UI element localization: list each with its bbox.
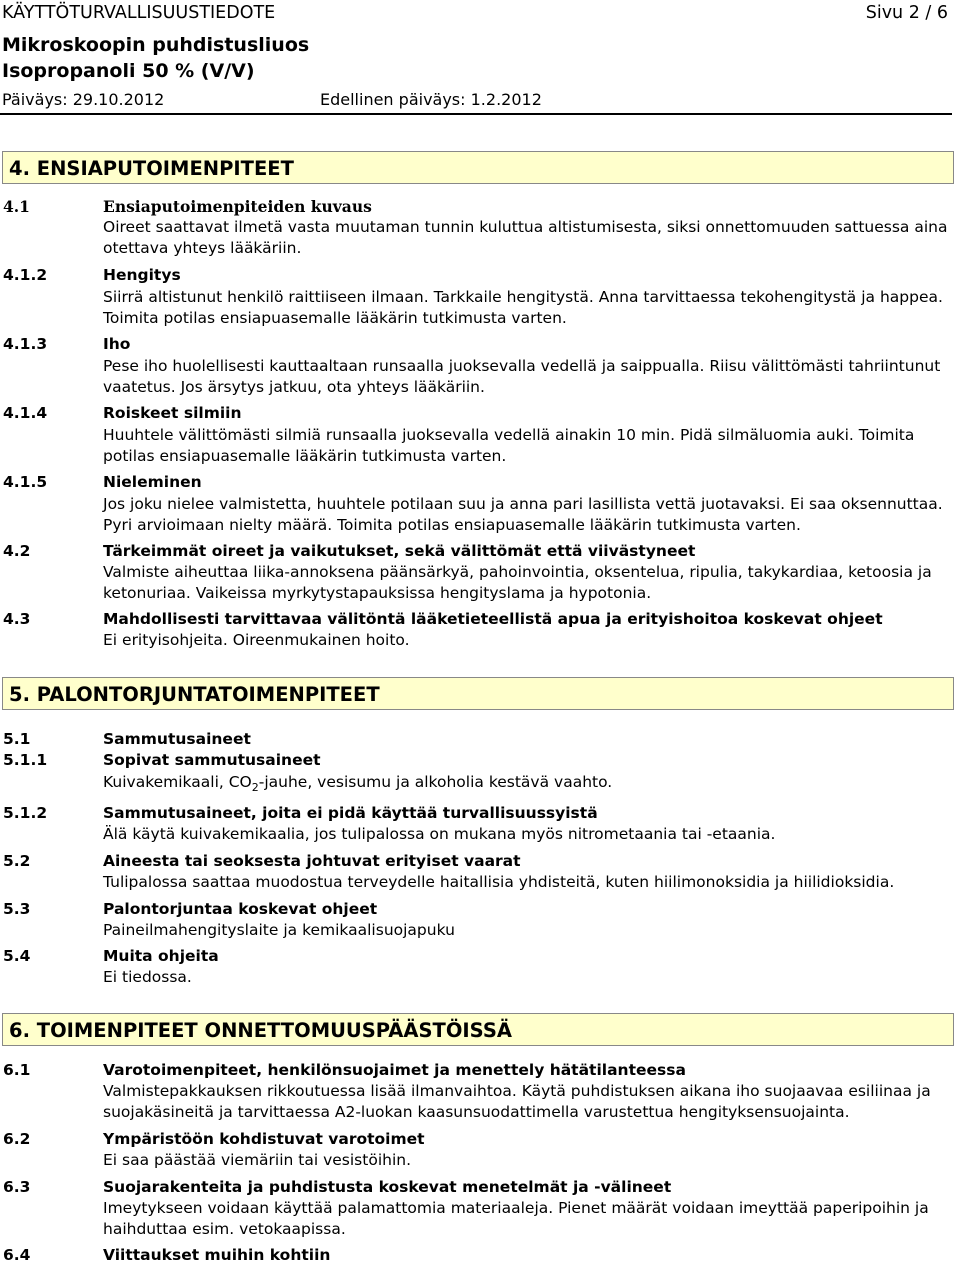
previous-date: Edellinen päiväys: 1.2.2012 (320, 90, 542, 109)
section-title: Iho (103, 335, 131, 353)
section-title: Palontorjuntaa koskevat ohjeet (103, 900, 378, 918)
section-number: 5.4 (3, 947, 31, 965)
section-title: Aineesta tai seoksesta johtuvat erityiset vaarat (103, 852, 521, 870)
section-text: Siirrä altistunut henkilö raittiiseen ilmaan. Tarkkaile hengitystä. Anna tarvittaessa tekohengitystä ja happea. Toimita potilas ensiapuasemalle lääkärin tutkimusta varten. (103, 288, 943, 327)
section-number: 5.1.1 (3, 751, 48, 769)
section-number: 4.2 (3, 542, 31, 560)
section-title: Ympäristöön kohdistuvat varotoimet (103, 1130, 425, 1148)
section-number: 4.1.2 (3, 266, 48, 284)
section-title: Nieleminen (103, 473, 202, 491)
section-number: 6.2 (3, 1130, 31, 1148)
header-divider (0, 113, 952, 115)
section-title: Sopivat sammutusaineet (103, 751, 321, 769)
text-part: Kuivakemikaali, CO (103, 773, 252, 791)
section-number: 4.1.3 (3, 335, 48, 353)
section-number: 6.3 (3, 1178, 31, 1196)
section-text: Valmiste aiheuttaa liika-annoksena päänsärkyä, pahoinvointia, oksentelua, ripulia, takykardiaa, ketoosia ja ketonuriaa. Vaikeissa myrkytystapauksissa hengityslama ja hypotonia. (103, 563, 932, 602)
section-number: 6.4 (3, 1246, 31, 1264)
section-title: Muita ohjeita (103, 947, 219, 965)
text-part: -jauhe, vesisumu ja alkoholia kestävä vaahto. (258, 773, 613, 791)
section-text: Huuhtele välittömästi silmiä runsaalla juoksevalla vedellä ainakin 10 min. Pidä silmäluomia auki. Toimita potilas ensiapuasemalle lääkärin tutkimusta varten. (103, 426, 915, 465)
section-number: 4.1.4 (3, 404, 48, 422)
section-title: Suojarakenteita ja puhdistusta koskevat menetelmät ja -välineet (103, 1178, 672, 1196)
subscript: 2 (251, 781, 259, 794)
document-type: KÄYTTÖTURVALLISUUSTIEDOTE (2, 3, 276, 23)
section-number: 4.1.5 (3, 473, 48, 491)
section-text: Ei tiedossa. (103, 968, 192, 986)
product-name: Mikroskoopin puhdistusliuos (2, 34, 310, 56)
section-title: Ensiaputoimenpiteiden kuvaus (103, 197, 372, 216)
section-4-heading: 4. ENSIAPUTOIMENPITEET (2, 151, 954, 184)
section-number: 6.1 (3, 1061, 31, 1079)
product-composition: Isopropanoli 50 % (V/V) (2, 60, 255, 82)
page-number: Sivu 2 / 6 (865, 3, 948, 23)
issue-date: Päiväys: 29.10.2012 (2, 90, 165, 109)
section-text: Oireet saattavat ilmetä vasta muutaman tunnin kuluttua altistumisesta, siksi onnettomuuden sattuessa aina otettava yhteys lääkäriin. (103, 218, 948, 257)
section-text: Tulipalossa saattaa muodostua terveydelle haitallisia yhdisteitä, kuten hiilimonoksidia ja hiilidioksidia. (103, 873, 895, 891)
section-number: 5.1 (3, 730, 31, 748)
section-title: Tärkeimmät oireet ja vaikutukset, sekä välittömät että viivästyneet (103, 542, 696, 560)
section-text: Pese iho huolellisesti kauttaaltaan runsaalla juoksevalla vedellä ja saippualla. Riisu välittömästi tahriintunut vaatetus. Jos ärsytys jatkuu, ota yhteys lääkäriin. (103, 357, 941, 396)
section-number: 5.2 (3, 852, 31, 870)
section-number: 4.1 (3, 197, 30, 216)
section-title: Viittaukset muihin kohtiin (103, 1246, 331, 1264)
section-text: Ei erityisohjeita. Oireenmukainen hoito. (103, 631, 410, 649)
section-text: Ei saa päästää viemäriin tai vesistöihin. (103, 1151, 412, 1169)
section-6-heading: 6. TOIMENPITEET ONNETTOMUUSPÄÄSTÖISSÄ (2, 1013, 954, 1046)
section-title: Mahdollisesti tarvittavaa välitöntä lääketieteellistä apua ja erityishoitoa koskevat ohjeet (103, 610, 883, 628)
section-text: Paineilmahengityslaite ja kemikaalisuojapuku (103, 921, 455, 939)
section-title: Varotoimenpiteet, henkilönsuojaimet ja menettely hätätilanteessa (103, 1061, 686, 1079)
section-text (103, 772, 958, 793)
section-title: Sammutusaineet (103, 730, 251, 748)
section-text: Imeytykseen voidaan käyttää palamattomia materiaaleja. Pienet määrät voidaan imeyttää paperipoihin ja haihduttaa esim. vetokaapissa. (103, 1199, 929, 1238)
section-text: Jos joku nielee valmistetta, huuhtele potilaan suu ja anna pari lasillista vettä juotavaksi. Ei saa oksennuttaa. Pyri arvioimaan nielty määrä. Toimita potilas ensiapuasemalle lääkärin tutkimusta varten. (103, 495, 943, 534)
section-number: 4.3 (3, 610, 31, 628)
section-5-heading: 5. PALONTORJUNTATOIMENPITEET (2, 677, 954, 710)
section-number: 5.3 (3, 900, 31, 918)
section-title: Hengitys (103, 266, 181, 284)
section-number: 5.1.2 (3, 804, 48, 822)
section-text: Älä käytä kuivakemikaalia, jos tulipalossa on mukana myös nitrometaania tai -etaania. (103, 825, 776, 843)
section-title: Roiskeet silmiin (103, 404, 242, 422)
section-title: Sammutusaineet, joita ei pidä käyttää turvallisuussyistä (103, 804, 598, 822)
section-text: Valmistepakkauksen rikkoutuessa lisää ilmanvaihtoa. Käytä puhdistuksen aikana iho suojaavaa esiliinaa ja suojakäsineitä ja tarvittaessa A2-luokan kaasunsuodattimella varustettua hengityksensuojainta. (103, 1082, 931, 1121)
